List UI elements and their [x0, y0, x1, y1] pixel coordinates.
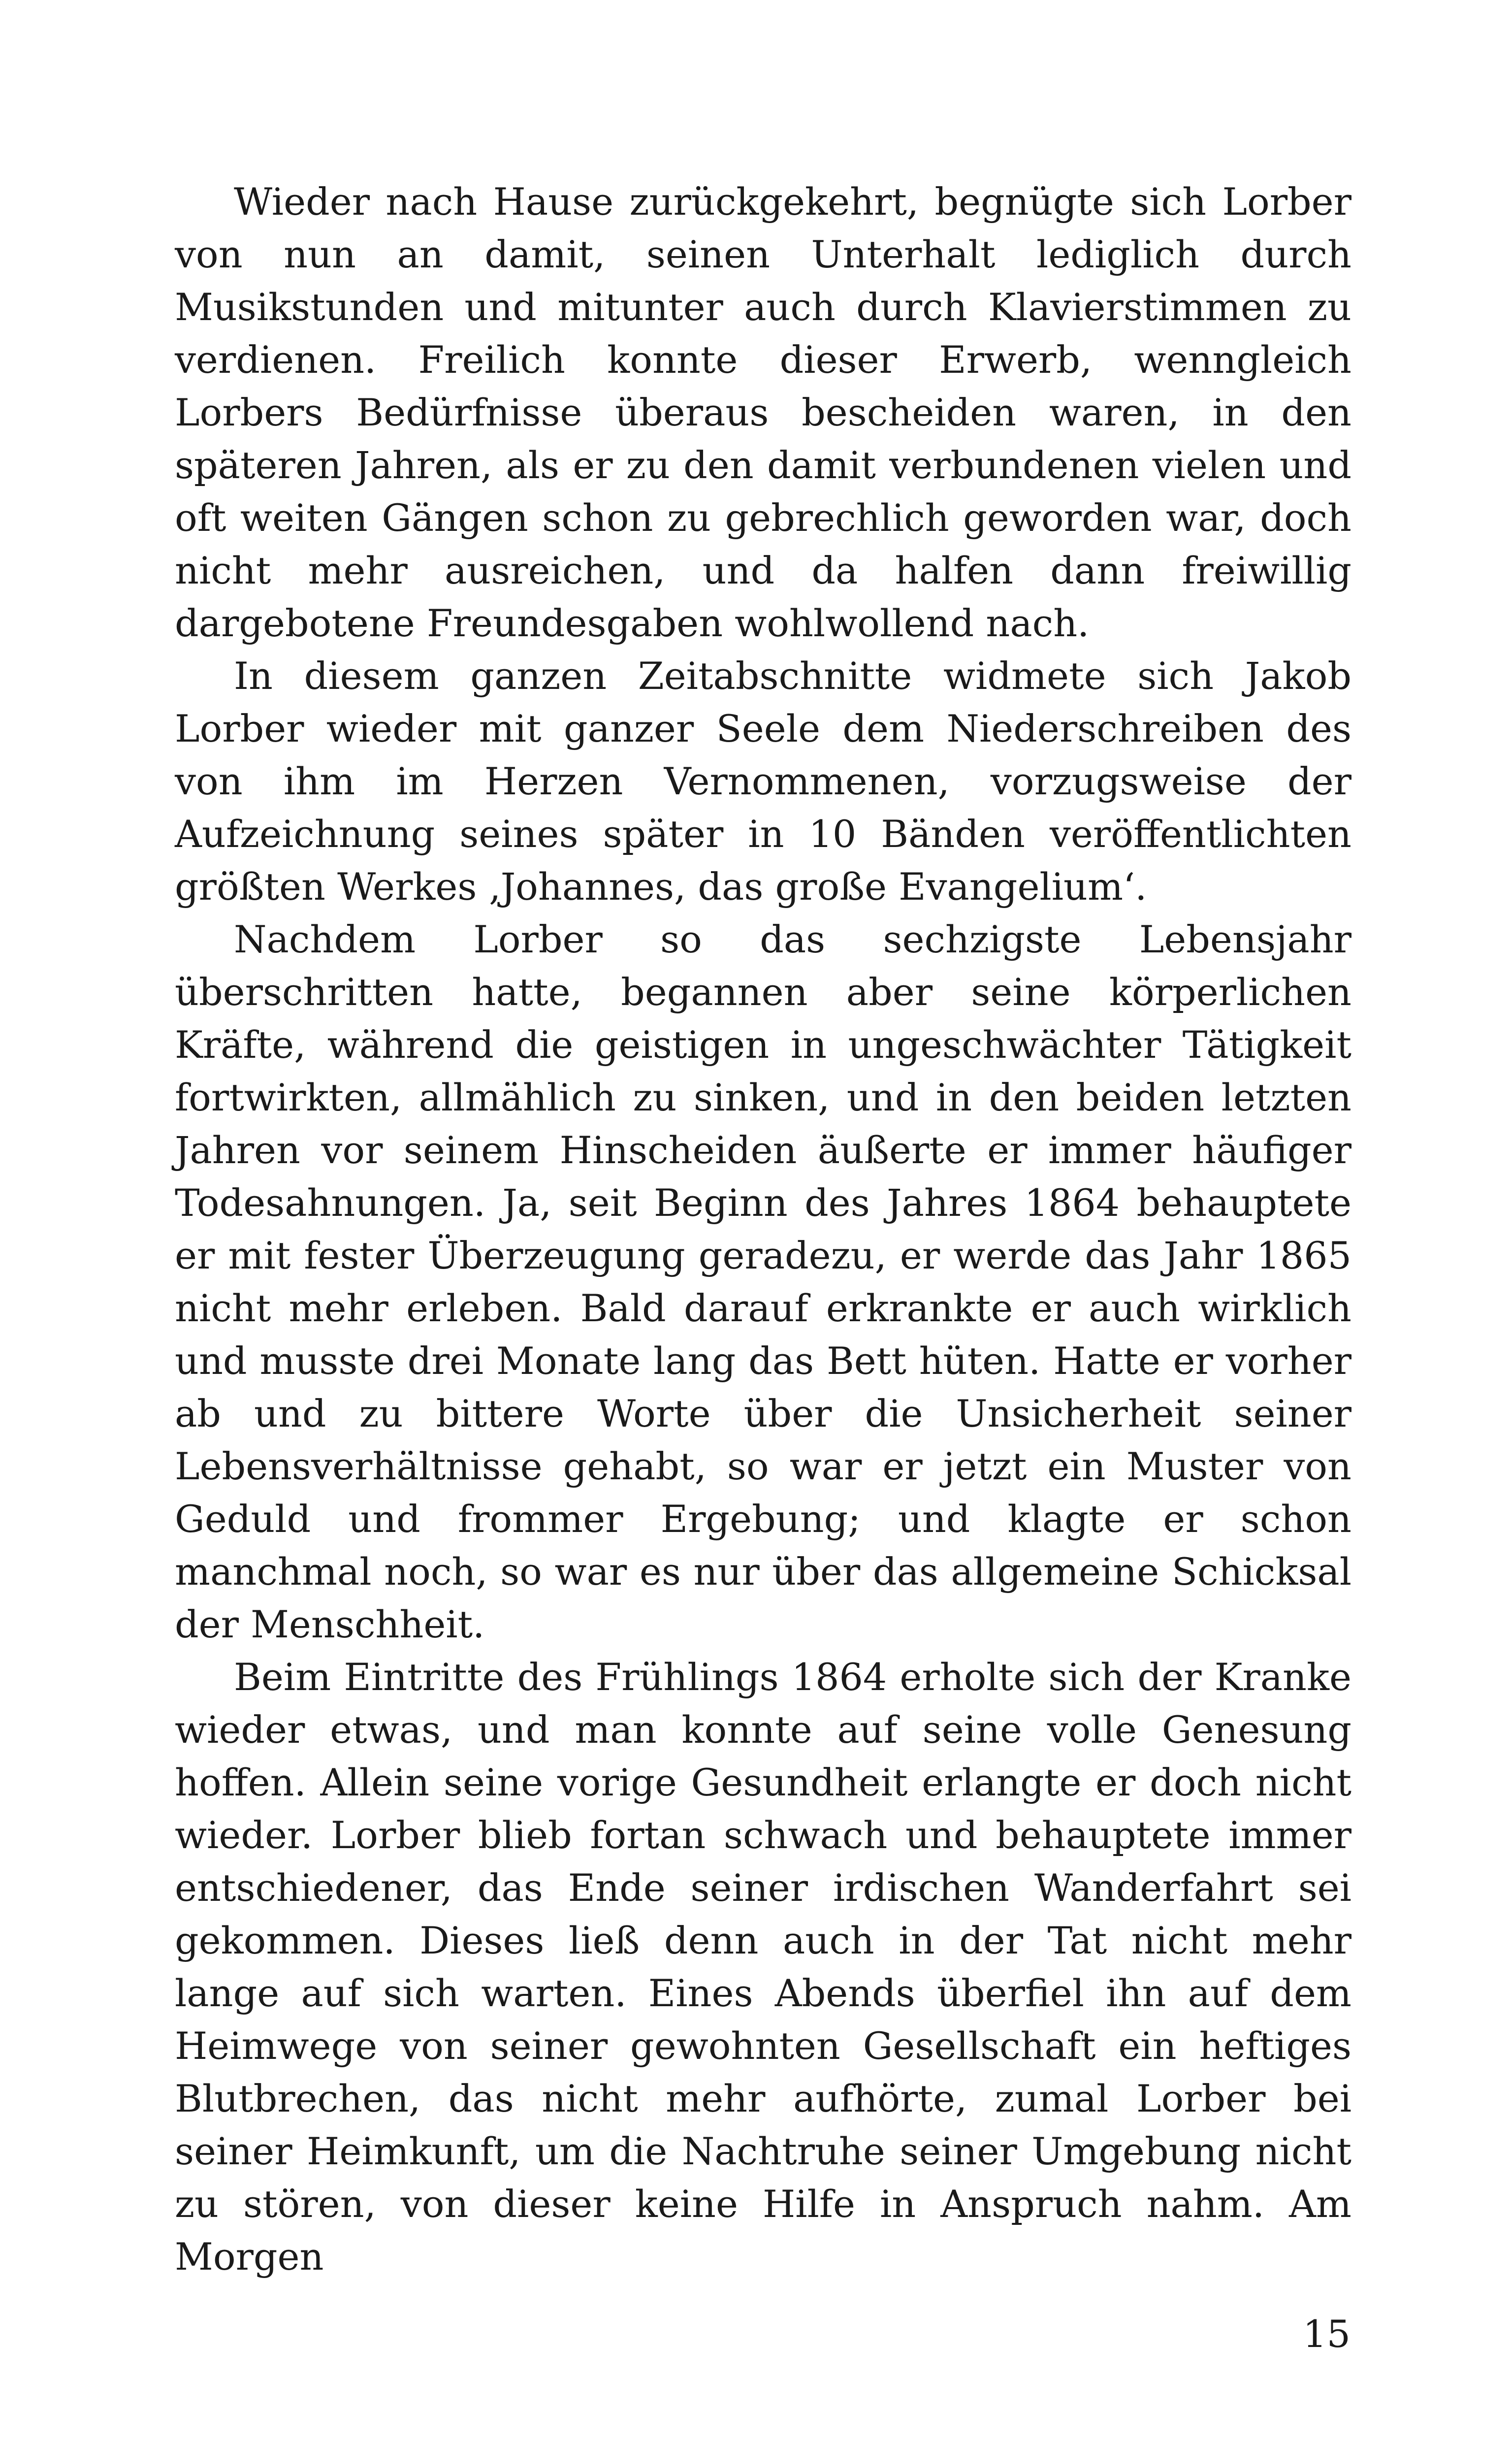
paragraph: In diesem ganzen Zeitabschnitte widmete sich Jakob Lorber wieder mit ganzer Seele dem Niederschreiben des von ihm im Herzen Vernommenen, vorzugsweise der Aufzeichnung seines später in 10 Bänden veröffentlichten größten Werkes ‚Johannes, das große Evangelium‘.: [175, 654, 1351, 909]
paragraph: Nachdem Lorber so das sechzigste Lebensjahr überschritten hatte, begannen aber seine körperlichen Kräfte, während die geistigen in ungeschwächter Tätigkeit fortwirkten, allmählich zu sinken, und in den beiden letzten Jahren vor seinem Hinscheiden äußerte er immer häufiger Todesahnungen. Ja, seit Beginn des Jahres 1864 behauptete er mit fester Überzeugung geradezu, er werde das Jahr 1865 nicht mehr erleben. Bald darauf erkrankte er auch wirklich und musste drei Monate lang das Bett hüten. Hatte er vorher ab und zu bittere Worte über die Unsicherheit seiner Lebensverhältnisse gehabt, so war er jetzt ein Muster von Geduld und frommer Ergebung; und klagte er schon manchmal noch, so war es nur über das allgemeine Schicksal der Menschheit.: [175, 917, 1351, 1646]
paragraph: Beim Eintritte des Frühlings 1864 erholte sich der Kranke wieder etwas, und man konnte auf seine volle Genesung hoffen. Allein seine vorige Gesundheit erlangte er doch nicht wieder. Lorber blieb fortan schwach und behauptete immer entschiedener, das Ende seiner irdischen Wanderfahrt sei gekommen. Dieses ließ denn auch in der Tat nicht mehr lange auf sich warten. Eines Abends überfiel ihn auf dem Heimwege von seiner gewohnten Gesellschaft ein heftiges Blutbrechen, das nicht mehr aufhörte, zumal Lorber bei seiner Heimkunft, um die Nachtruhe seiner Umgebung nicht zu stören, von dieser keine Hilfe in Anspruch nahm. Am Morgen: [175, 1655, 1351, 2279]
body-text: [175, 175, 1351, 2283]
page-number: 15: [1303, 2312, 1351, 2356]
paragraph: Wieder nach Hause zurückgekehrt, begnügte sich Lorber von nun an damit, seinen Unterhalt lediglich durch Musikstunden und mitunter auch durch Klavierstimmen zu verdienen. Freilich konnte dieser Erwerb, wenngleich Lorbers Bedürfnisse überaus bescheiden waren, in den späteren Jahren, als er zu den damit verbundenen vielen und oft weiten Gängen schon zu gebrechlich geworden war, doch nicht mehr ausreichen, und da halfen dann freiwillig dargebotene Freundesgaben wohlwollend nach.: [175, 180, 1351, 645]
